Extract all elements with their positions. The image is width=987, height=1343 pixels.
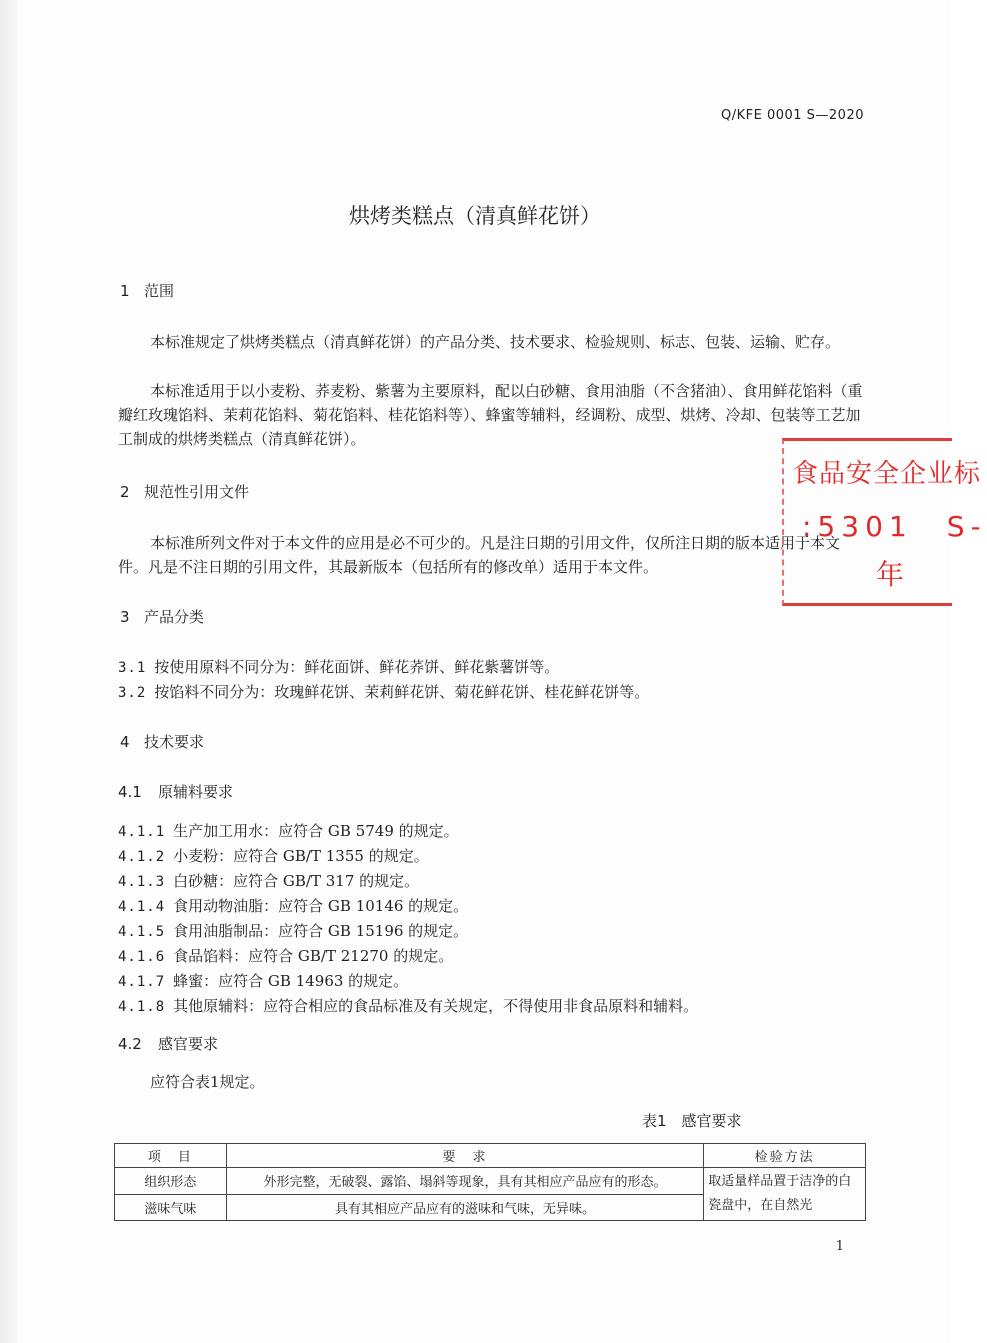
section-title: 产品分类 <box>144 608 205 626</box>
subsection-4-1-heading: 4.1 原辅料要求 <box>118 783 234 801</box>
section-2-heading <box>120 481 249 502</box>
table-caption: 表1 感官要求 <box>642 1112 742 1130</box>
table-cell: 具有其相应产品应有的滋味和气味，无异味。 <box>226 1194 703 1221</box>
table-header-cell: 检验方法 <box>704 1144 866 1168</box>
table-header-cell: 项 目 <box>115 1144 227 1168</box>
section-1-paragraph-2: 本标准适用于以小麦粉、荞麦粉、紫薯为主要原料，配以白砂糖、食用油脂（不含猪油）、食用鲜花馅料（重瓣红玫瑰馅料、茉莉花馅料、菊花馅料、桂花馅料等）、蜂蜜等辅料，经调粉、成型、烘烤、冷却、包装等工艺加工制成的烘烤类糕点（清真鲜花饼）。 <box>118 382 863 448</box>
table-cell: 外形完整，无破裂、露馅、塌斜等现象，具有其相应产品应有的形态。 <box>226 1168 703 1195</box>
list-item: 3.1 按使用原料不同分为：鲜花面饼、鲜花荞饼、鲜花紫薯饼等。 <box>118 658 560 676</box>
table-cell: 组织形态 <box>115 1168 227 1195</box>
section-2-paragraph: 本标准所列文件对于本文件的应用是必不可少的。凡是注日期的引用文件，仅所注日期的版本适用于本文件。凡是不注日期的引用文件，其最新版本（包括所有的修改单）适用于本文件。 <box>118 534 841 576</box>
section-title: 范围 <box>144 282 175 300</box>
subsection-4-2-heading: 4.2 感官要求 <box>118 1035 219 1053</box>
section-number: 3 <box>120 608 130 626</box>
table-cell-method: 取适量样品置于洁净的白瓷盘中，在自然光 <box>704 1168 866 1221</box>
table-cell: 滋味气味 <box>115 1194 227 1221</box>
section-4-heading <box>120 731 204 752</box>
list-item: 4.1.3 白砂糖：应符合 GB/T 317 的规定。 <box>118 872 420 890</box>
standard-code: Q/KFE 0001 S—2020 <box>720 108 864 123</box>
section-number: 2 <box>120 483 130 501</box>
list-item: 4.1.7 蜂蜜：应符合 GB 14963 的规定。 <box>118 972 409 990</box>
list-item: 4.1.6 食品馅料：应符合 GB/T 21270 的规定。 <box>118 947 454 965</box>
list-item: 4.1.8 其他原辅料：应符合相应的食品标准及有关规定，不得使用非食品原料和辅料。 <box>118 997 699 1015</box>
sensory-requirements-table <box>114 1143 866 1221</box>
table-header-row <box>115 1144 866 1168</box>
section-number: 4 <box>120 733 130 751</box>
section-3-heading <box>120 606 204 627</box>
section-1-paragraph-1: 本标准规定了烘烤类糕点（清真鲜花饼）的产品分类、技术要求、检验规则、标志、包装、运输、贮存。 <box>150 333 841 351</box>
list-item: 4.1.5 食用油脂制品：应符合 GB 15196 的规定。 <box>118 922 469 940</box>
section-number: 1 <box>120 282 130 300</box>
section-title: 技术要求 <box>144 733 205 751</box>
enterprise-standard-stamp: 食品安全企业标 :5301 S- 年 <box>782 438 952 606</box>
list-item: 3.2 按馅料不同分为：玫瑰鲜花饼、茉莉鲜花饼、菊花鲜花饼、桂花鲜花饼等。 <box>118 683 650 701</box>
page-number: 1 <box>835 1239 844 1254</box>
list-item: 4.1.4 食用动物油脂：应符合 GB 10146 的规定。 <box>118 897 469 915</box>
list-item: 4.1.1 生产加工用水：应符合 GB 5749 的规定。 <box>118 822 459 840</box>
subsection-4-2-text: 应符合表1规定。 <box>150 1073 265 1091</box>
section-title: 规范性引用文件 <box>144 483 250 501</box>
document-title: 烘烤类糕点（清真鲜花饼） <box>349 204 601 228</box>
table-header-cell: 要 求 <box>226 1144 703 1168</box>
section-1-heading <box>120 280 174 301</box>
list-item: 4.1.2 小麦粉：应符合 GB/T 1355 的规定。 <box>118 847 429 865</box>
table-row <box>115 1168 866 1195</box>
